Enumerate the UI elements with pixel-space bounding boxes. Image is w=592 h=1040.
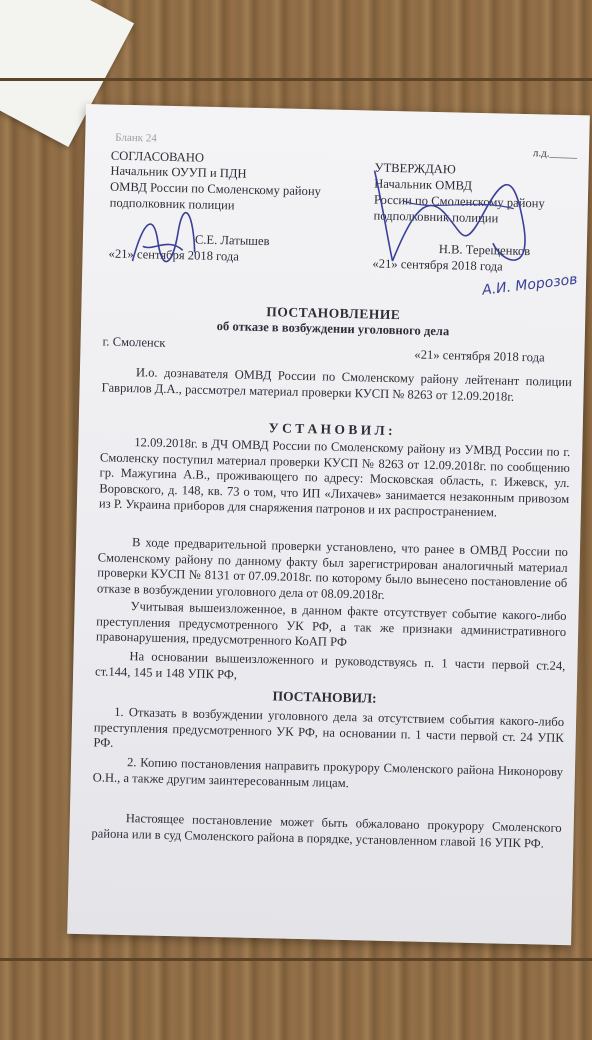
document-subtitle: об отказе в возбуждении уголовного дела [216, 319, 450, 339]
document-page [67, 104, 590, 945]
approval-heading-left: СОГЛАСОВАНО [110, 148, 205, 165]
signature-right [362, 150, 545, 284]
established-heading: У С Т А Н О В И Л : [268, 420, 393, 439]
city: г. Смоленск [102, 334, 166, 350]
approval-date-left: «21» сентября 2018 года [108, 246, 240, 264]
approval-heading-right: УТВЕРЖДАЮ [374, 160, 456, 177]
approval-line: подполковник полиции [109, 195, 235, 213]
established-paragraph: Учитывая вышеизложенное, в данном факте отсутствует событие какого-либо преступления предусмотренного УК РФ, а так же признаки административного правонарушения, предусмотренного КоАП РФ [95, 599, 567, 650]
signer-name-right: Н.В. Терещенков [438, 242, 531, 259]
document-title: ПОСТАНОВЛЕНИЕ [266, 304, 401, 323]
document-date: «21» сентября 2018 года [414, 347, 545, 365]
approval-line: подполковник полиции [373, 208, 499, 226]
established-paragraph: 12.09.2018г. в ДЧ ОМВД России по Смоленскому району из УМВД России по г. Смоленску поступил материал проверки КУСП № 8263 от 12.09.2018г. по сообщению гр. Мажугина А.В., проживающего по адресу: Московская область, г. Ижевск, ул. Воровского, д. 148, кв. 73 о том, что ИП «Лихачев» занимается незаконным привозом из Р. Украина приборов для снаряжения патронов и их распространением. [98, 435, 571, 520]
signature-left [122, 201, 204, 273]
resolved-heading: ПОСТАНОВИЛ: [272, 688, 377, 706]
appeal-paragraph: Настоящее постановление может быть обжаловано прокурору Смоленского района или в суд Смоленского района в порядке, установленном главой 16 УПК РФ. [91, 811, 562, 851]
resolution-item: 1. Отказать в возбуждении уголовного дела за отсутствием события какого-либо преступления предусмотренного УК РФ, на основании п. 1 части первой ст. 24 УПК РФ. [93, 704, 565, 750]
approval-line: Начальник ОУУП и ПДН [110, 163, 247, 181]
approval-line: ОМВД России по Смоленскому району [109, 179, 322, 199]
intro-paragraph: И.о. дознавателя ОМВД России по Смоленскому району лейтенант полиции Гаврилов Д.А., рассмотрел материал проверки КУСП № 8263 от 12.09.2018г. [101, 365, 572, 404]
form-number: Бланк 24 [115, 131, 157, 145]
handwritten-note: А.И. Морозов [481, 271, 579, 299]
legal-basis-paragraph: На основании вышеизложенного и руководствуясь п. 1 части первой ст.24, ст.144, 145 и 148 УПК РФ, [94, 649, 566, 682]
table-seam [0, 958, 592, 961]
page-mark: л.д._____ [532, 147, 578, 161]
signer-name-left: С.Е. Латышев [194, 232, 270, 249]
table-seam [0, 78, 592, 81]
approval-line: России по Смоленскому району [373, 192, 545, 211]
approval-date-right: «21» сентября 2018 года [372, 256, 503, 274]
approval-line: Начальник ОМВД [374, 176, 473, 193]
established-paragraph: В ходе предварительной проверки установлено, что ранее в ОМВД России по Смоленскому району по данному факту был зарегистрирован аналогичный материал проверки КУСП № 8131 от 07.09.2018г. по которому было вынесено постановление об отказе в возбуждении уголовного дела от 08.09.2018г. [96, 535, 569, 602]
resolution-item: 2. Копию постановления направить прокурору Смоленского района Никонорову О.Н., а также другим заинтересованным лицам. [92, 755, 564, 790]
